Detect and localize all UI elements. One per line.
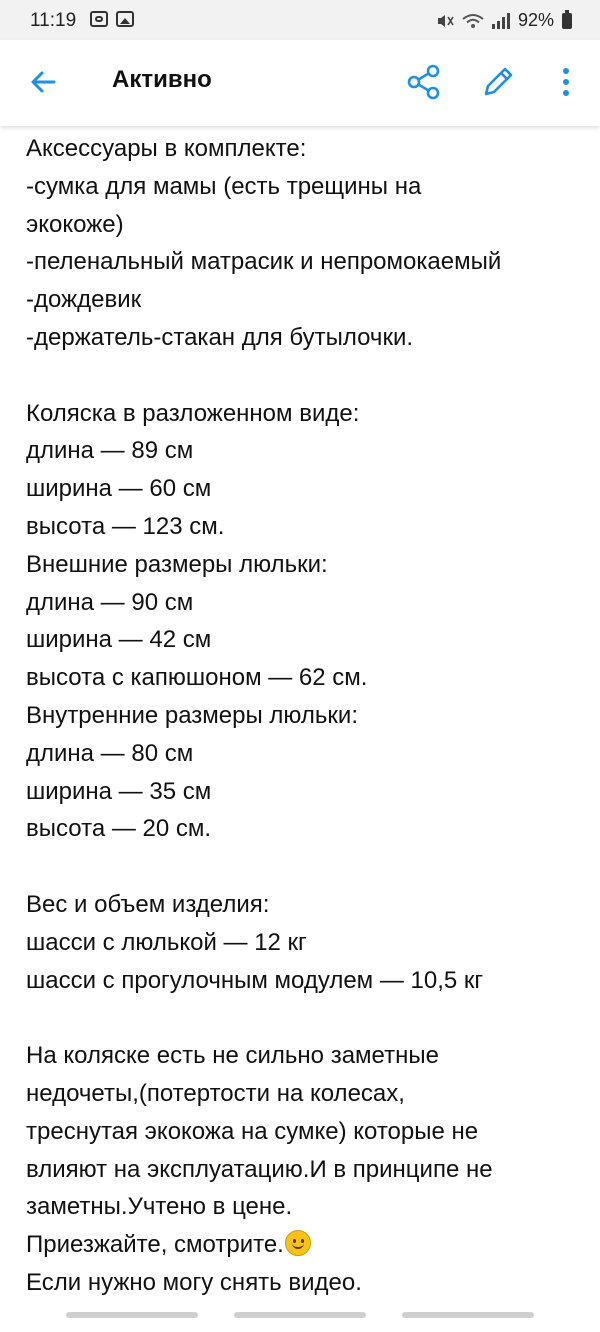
description-line: На коляске есть не сильно заметные [26,1042,439,1070]
description-line: Приезжайте, смотрите. [26,1226,582,1264]
page-title: Активно [112,66,212,93]
share-icon [404,62,444,102]
status-time: 11:19 [30,10,77,31]
system-navigation-bar [0,1300,600,1332]
blank-line [26,357,582,395]
description-line: заметны.Учтено в цене. [26,1193,293,1221]
description-line: -пеленальный матрасик и непромокаемый [26,248,502,276]
smiling-face-icon [285,1230,311,1256]
description-line: Если нужно могу снять видео. [26,1268,362,1296]
description-line: шасси с люлькой — 12 кг [26,928,307,956]
description-line: -держатель-стакан для бутылочки. [26,323,414,351]
description-line: треснутая экокожа на сумке) которые не [26,1117,479,1145]
nav-back-button[interactable] [402,1312,534,1318]
description-line: длина — 80 см [26,739,194,767]
status-bar [0,0,600,40]
description-line: длина — 89 см [26,437,194,465]
description-line: Аксессуары в комплекте: [26,135,307,162]
blank-line [26,848,582,886]
gallery-icon [116,11,134,27]
wifi-icon [462,13,484,29]
description-line: ширина — 42 см [26,626,212,654]
pencil-icon [478,62,518,102]
signal-icon [492,13,510,29]
mute-icon [436,13,454,29]
notification-icon [90,11,108,27]
back-button[interactable] [24,62,64,102]
description-line: высота с капюшоном — 62 см. [26,664,368,692]
description-line: Внешние размеры люльки: [26,550,328,578]
description-line: высота — 123 см. [26,512,225,540]
description-line: длина — 90 см [26,588,194,616]
description-line: шасси с прогулочным модулем — 10,5 кг [26,966,484,994]
description-line: Внутренние размеры люльки: [26,701,358,729]
description-line: Вес и объем изделия: [26,890,270,918]
battery-icon [562,13,572,29]
app-bar [0,40,600,126]
description-line: ширина — 60 см [26,475,212,503]
more-options-button[interactable] [552,62,580,102]
description-line: экокоже) [26,210,124,238]
description-line: влияют на эксплуатацию.И в принципе не [26,1155,493,1183]
edit-button[interactable] [478,62,518,102]
listing-description [26,130,582,1302]
arrow-left-icon [24,62,64,102]
dots-vertical-icon [552,62,580,102]
nav-recents-button[interactable] [66,1312,198,1318]
description-line: -сумка для мамы (есть трещины на [26,172,422,200]
description-line: недочеты,(потертости на колесах, [26,1079,405,1107]
blank-line [26,999,582,1037]
description-line: высота — 20 см. [26,815,212,843]
description-line: ширина — 35 см [26,777,212,805]
battery-percent: 92% [517,10,554,30]
description-line: -дождевик [26,286,142,314]
description-line: Коляска в разложенном виде: [26,399,360,427]
share-button[interactable] [404,62,444,102]
nav-home-button[interactable] [234,1312,366,1318]
